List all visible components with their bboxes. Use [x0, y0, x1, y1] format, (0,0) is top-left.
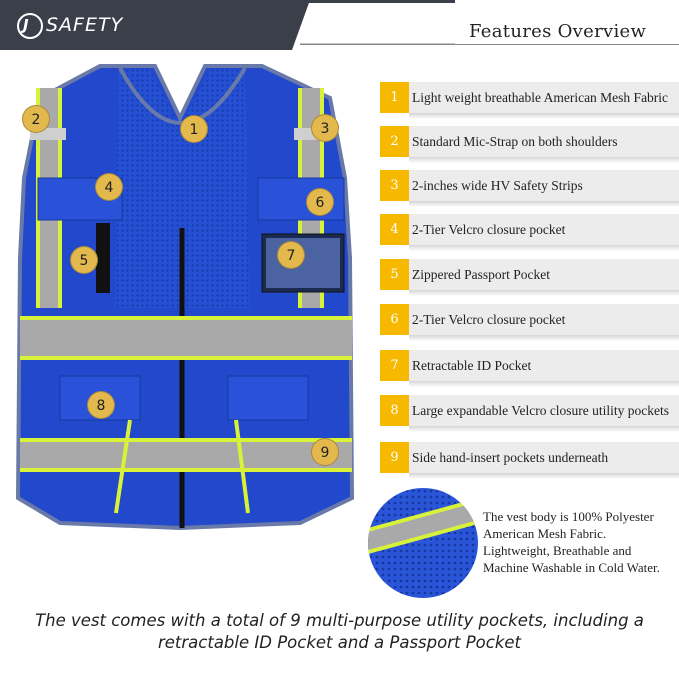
feature-number: 3 — [380, 170, 409, 201]
feature-number: 5 — [380, 259, 409, 290]
logo-text: SAFETY — [46, 14, 124, 36]
fabric-description-line: Machine Washable in Cold Water. — [483, 560, 660, 575]
feature-text: Light weight breathable American Mesh Fabric — [412, 90, 669, 105]
feature-item-6 — [380, 304, 679, 335]
logo-icon: J — [17, 13, 43, 39]
brand-bar — [0, 0, 455, 50]
feature-number: 2 — [380, 126, 409, 157]
feature-item-8 — [380, 395, 679, 426]
feature-item-3 — [380, 170, 679, 201]
callout-1-badge: 1 — [180, 115, 208, 143]
feature-number: 1 — [380, 82, 409, 113]
fabric-description-line: American Mesh Fabric. — [483, 526, 607, 541]
feature-number: 6 — [380, 304, 409, 335]
callout-5-badge: 5 — [70, 246, 98, 274]
callout-8-badge: 8 — [87, 391, 115, 419]
feature-number: 8 — [380, 395, 409, 426]
footer-line-2: retractable ID Pocket and a Passport Pocket — [157, 633, 522, 652]
feature-text: 2-Tier Velcro closure pocket — [412, 312, 566, 327]
fabric-description — [483, 508, 673, 576]
footer-line-1: The vest comes with a total of 9 multi-purpose utility pockets, including a — [35, 611, 644, 630]
feature-item-2 — [380, 126, 679, 157]
callout-3-badge: 3 — [311, 114, 339, 142]
page-title: Features Overview — [469, 21, 647, 42]
fabric-description-line: Lightweight, Breathable and — [483, 543, 632, 558]
callout-4-badge: 4 — [95, 173, 123, 201]
feature-number: 9 — [380, 442, 409, 473]
feature-text: Retractable ID Pocket — [412, 358, 532, 373]
callout-7-badge: 7 — [277, 241, 305, 269]
feature-item-4 — [380, 214, 679, 245]
feature-text: Standard Mic-Strap on both shoulders — [412, 134, 618, 149]
feature-item-7 — [380, 350, 679, 381]
feature-text: Large expandable Velcro closure utility pockets — [412, 403, 670, 418]
feature-text: 2-Tier Velcro closure pocket — [412, 222, 566, 237]
feature-number: 4 — [380, 214, 409, 245]
callout-9-badge: 9 — [311, 438, 339, 466]
header-divider — [300, 44, 679, 45]
feature-item-9 — [380, 442, 679, 473]
feature-item-1 — [380, 82, 679, 113]
footer-caption — [0, 610, 679, 654]
feature-text: 2-inches wide HV Safety Strips — [412, 178, 583, 193]
feature-text: Zippered Passport Pocket — [412, 267, 550, 282]
callout-2-badge: 2 — [22, 105, 50, 133]
feature-number: 7 — [380, 350, 409, 381]
fabric-description-line: The vest body is 100% Polyester — [483, 509, 654, 524]
feature-text: Side hand-insert pockets underneath — [412, 450, 609, 465]
fabric-closeup-image — [368, 488, 478, 598]
feature-item-5 — [380, 259, 679, 290]
callout-6-badge: 6 — [306, 188, 334, 216]
